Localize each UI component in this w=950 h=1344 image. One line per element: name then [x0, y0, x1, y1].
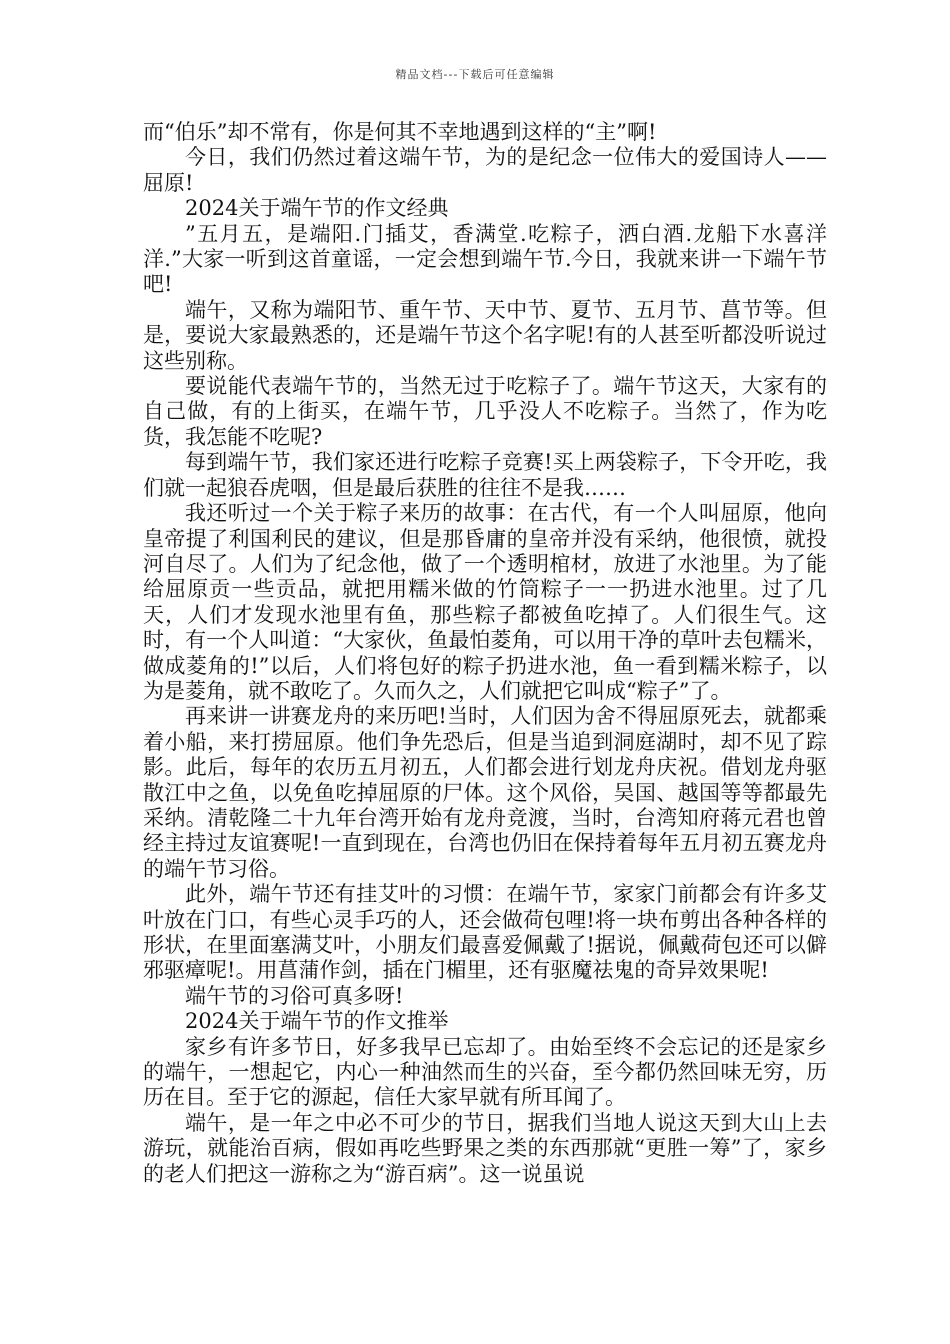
paragraph: 端午，又称为端阳节、重午节、天中节、夏节、五月节、菖节等。但是，要说大家最熟悉的，还是端午节这个名字呢!有的人甚至听都没听说过这些别称。	[143, 297, 827, 373]
paragraph: 再来讲一讲赛龙舟的来历吧!当时，人们因为舍不得屈原死去，就都乘着小船，来打捞屈原。他们争先恐后，但是当追到洞庭湖时，却不见了踪影。此后，每年的农历五月初五，人们都会进行划龙舟庆祝。借划龙舟驱散江中之鱼，以免鱼吃掉屈原的尸体。这个风俗，吴国、越国等等都最先采纳。清乾隆二十九年台湾开始有龙舟竞渡，当时，台湾知府蒋元君也曾经主持过友谊赛呢!一直到现在，台湾也仍旧在保持着每年五月初五赛龙舟的端午节习俗。	[143, 704, 827, 881]
paragraph: 端午节的习俗可真多呀!	[185, 983, 404, 1008]
page-header: 精品文档---下载后可任意编辑	[395, 68, 555, 81]
section-title: 2024关于端午节的作文经典	[185, 196, 449, 221]
paragraph: 我还听过一个关于粽子来历的故事：在古代，有一个人叫屈原，他向皇帝提了利国利民的建议，但是那昏庸的皇帝并没有采纳，他很愤，就投河自尽了。人们为了纪念他，做了一个透明棺材，放进了水池里。为了能给屈原贡一些贡品，就把用糯米做的竹筒粽子一一扔进水池里。过了几天，人们才发现水池里有鱼，那些粽子都被鱼吃掉了。人们很生气。这时，有一个人叫道：“大家伙，鱼最怕菱角，可以用干净的草叶去包糯米，做成菱角的!”以后，人们将包好的粽子扔进水池，鱼一看到糯米粽子，以为是菱角，就不敢吃了。久而久之，人们就把它叫成“粽子”了。	[143, 501, 827, 703]
paragraph: ”五月五，是端阳.门插艾，香满堂.吃粽子，洒白酒.龙船下水喜洋洋.”大家一听到这首童谣，一定会想到端午节.今日，我就来讲一下端午节吧!	[143, 221, 827, 297]
paragraph: 端午，是一年之中必不可少的节日，据我们当地人说这天到大山上去游玩，就能治百病，假如再吃些野果之类的东西那就“更胜一筹”了，家乡的老人们把这一游称之为“游百病”。这一说虽说	[143, 1110, 827, 1186]
paragraph: 今日，我们仍然过着这端午节，为的是纪念一位伟大的爱国诗人——屈原!	[143, 145, 827, 195]
paragraph: 此外，端午节还有挂艾叶的习惯：在端午节，家家门前都会有许多艾叶放在门口，有些心灵手巧的人，还会做荷包哩!将一块布剪出各种各样的形状，在里面塞满艾叶，小朋友们最喜爱佩戴了!据说，佩戴荷包还可以僻邪驱瘴呢!。用菖蒲作剑，插在门楣里，还有驱魔祛鬼的奇异效果呢!	[143, 882, 827, 983]
section-title: 2024关于端午节的作文推举	[185, 1009, 449, 1034]
paragraph: 家乡有许多节日，好多我早已忘却了。由始至终不会忘记的还是家乡的端午，一想起它，内心一种油然而生的兴奋，至今都仍然回味无穷，历历在目。至于它的源起，信任大家早就有所耳闻了。	[143, 1034, 827, 1110]
document-body	[143, 120, 827, 1187]
paragraph: 每到端午节，我们家还进行吃粽子竞赛!买上两袋粽子，下令开吃，我们就一起狼吞虎咽，但是最后获胜的往往不是我……	[143, 450, 827, 500]
paragraph: 要说能代表端午节的，当然无过于吃粽子了。端午节这天，大家有的自己做，有的上街买，在端午节，几乎没人不吃粽子。当然了，作为吃货，我怎能不吃呢?	[143, 374, 827, 449]
paragraph: 而“伯乐”却不常有，你是何其不幸地遇到这样的“主”啊!	[143, 120, 657, 144]
